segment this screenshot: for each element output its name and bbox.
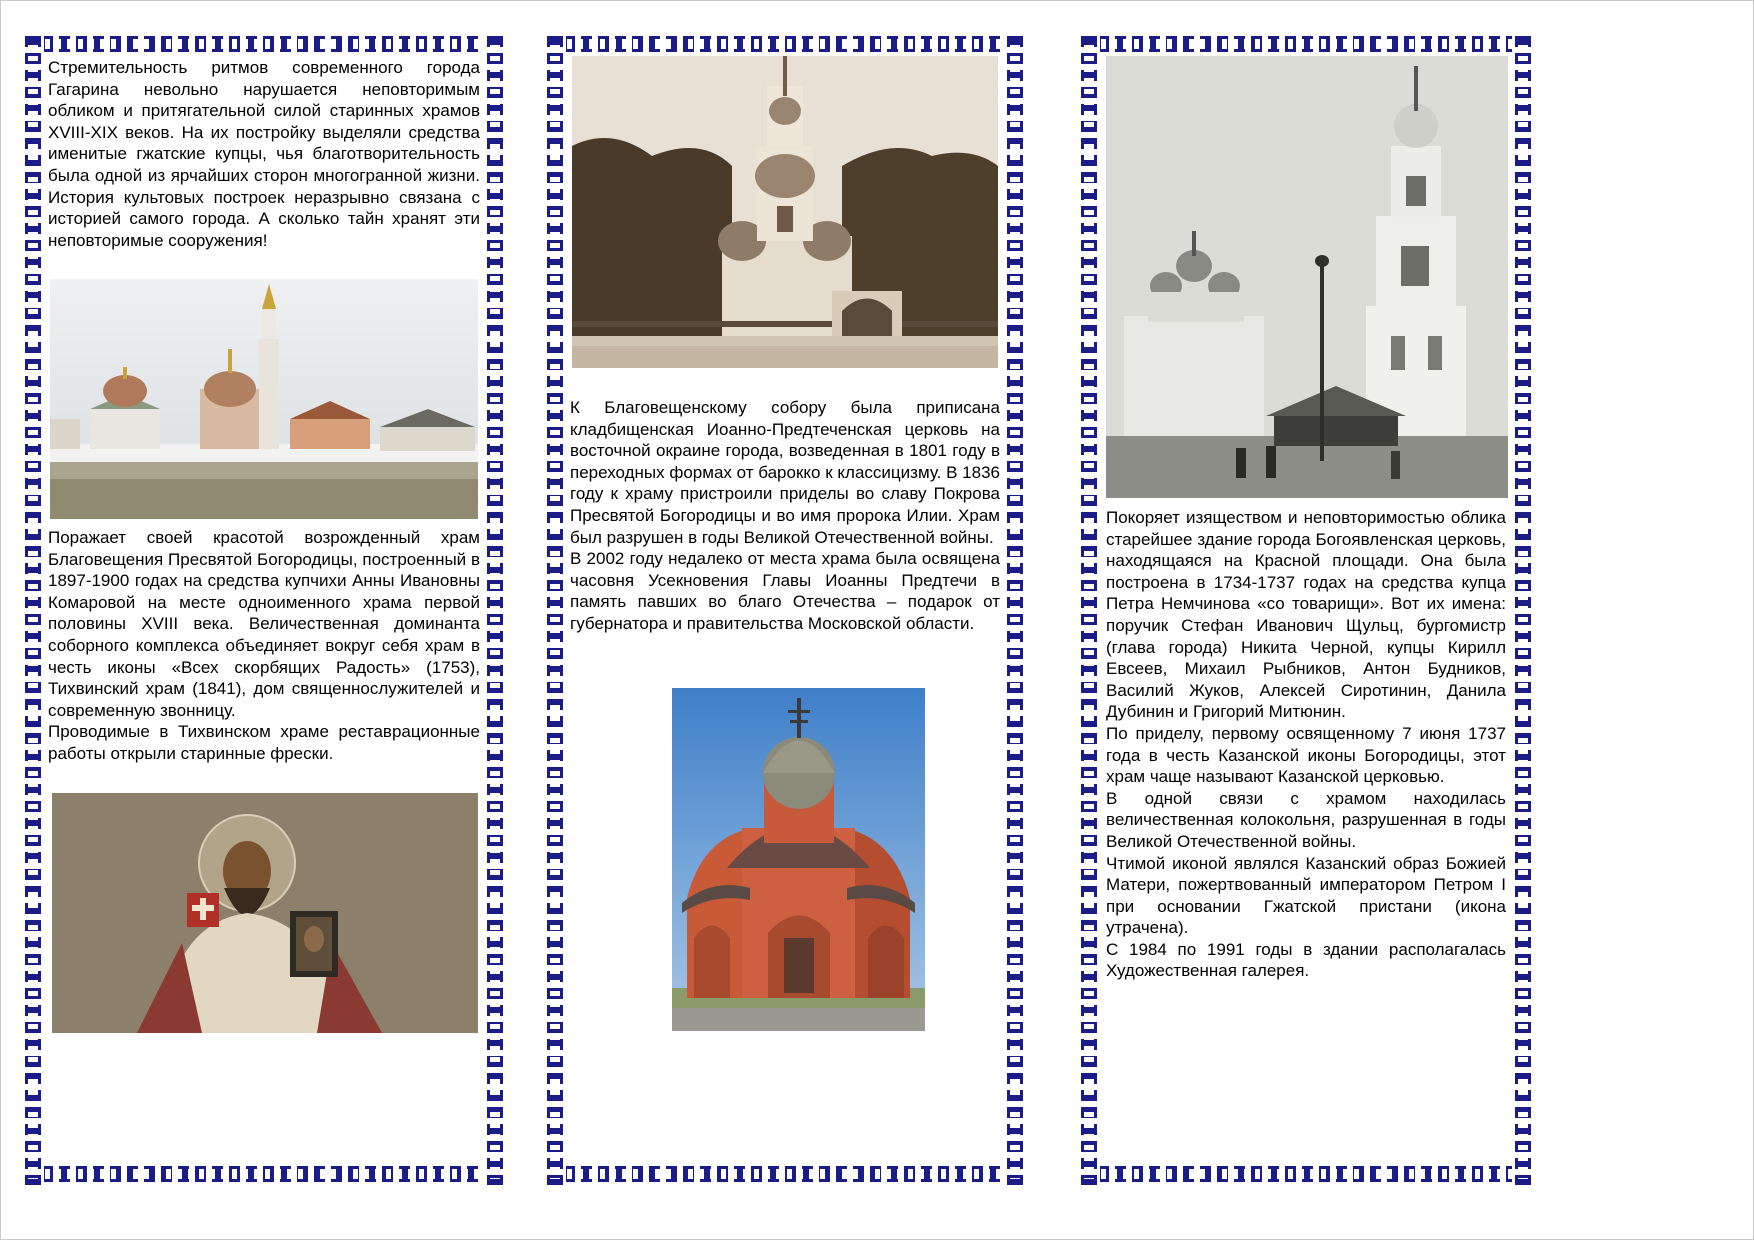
cemetery-church-photo <box>572 56 998 368</box>
checkered-border-left <box>544 33 566 1185</box>
checkered-border-top <box>1078 33 1534 55</box>
epiphany-paragraph <box>1106 507 1506 982</box>
chapel-photo <box>672 688 925 1031</box>
checkered-border-bottom <box>1078 1163 1534 1185</box>
annunciation-paragraph <box>48 527 480 765</box>
fresco-photo <box>52 793 478 1033</box>
checkered-border-left <box>22 33 44 1185</box>
gallery-text: С 1984 по 1991 годы в здании располагалась Художественная галерея. <box>1106 939 1506 981</box>
icon-text: Чтимой иконой являлся Казанский образ Божией Матери, пожертвованный императором Петром I при основании Гжатской пристани (икона утрачена). <box>1106 853 1506 938</box>
intro-paragraph <box>48 57 480 251</box>
panel-left <box>22 33 506 1185</box>
intro-text: Стремительность ритмов современного города Гагарина невольно нарушается неповторимым обликом и притягательной силой старинных храмов XVIII-XIX веков. На их постройку выделяли средства именитые гжатские купцы, чья благотворительность была одной из ярчайших сторон многогранной жизни. История культовых построек неразрывно связана с историей самого города. А сколько тайн хранят эти неповторимые сооружения! <box>48 58 480 250</box>
chapel-text: В 2002 году недалеко от места храма была освящена часовня Усекновения Главы Иоанны Предтечи в память павших во благо Отечества – подарок от губернатора и правительства Московской области. <box>570 549 1000 633</box>
checkered-border-right <box>484 33 506 1185</box>
panel-right <box>1078 33 1534 1185</box>
cemetery-church-text: К Благовещенскому собору была приписана кладбищенская Иоанно-Предтеченская церковь на восточной окраине города, возведенная в 1801 году в переходных формах от барокко к классицизму. В 1836 году к храму пристроили приделы во славу Покрова Пресвятой Богородицы и во имя пророка Илии. Храм был разрушен в годы Великой Отечественной войны. <box>570 398 1000 547</box>
checkered-border-left <box>1078 33 1100 1185</box>
checkered-border-bottom <box>544 1163 1026 1185</box>
annunciation-text: Поражает своей красотой возрожденный храм Благовещения Пресвятой Богородицы, построенный в 1897-1900 годах на средства купчихи Анны Ивановны Комаровой на месте одноименного храма первой половины XVIII века. Величественная доминанта соборного комплекса объединяет вокруг себя храм в честь иконы «Всех скорбящих Радость» (1753), Тихвинский храм (1841), дом священнослужителей и современную звонницу. <box>48 528 480 720</box>
checkered-border-right <box>1512 33 1534 1185</box>
checkered-border-top <box>22 33 506 55</box>
kazan-text: По приделу, первому освященному 7 июня 1737 года в честь Казанской иконы Богородицы, этот храм чаще называют Казанской церковью. <box>1106 723 1506 787</box>
epiphany-text: Покоряет изяществом и неповторимостью облика старейшее здание города Богоявленская церковь, находящаяся на Красной площади. Она была построена в 1734-1737 годах на средства купца Петра Немчинова «со товарищи». Вот их имена: поручик Стефан Иванович Щульц, бургомистр (глава города) Никита Черной, купцы Кирилл Евсеев, Михаил Рыбников, Антон Будников, Василий Жуков, Алексей Сиротинин, Данила Дубинин и Григорий Митюнин. <box>1106 508 1506 722</box>
frescoes-text: Проводимые в Тихвинском храме реставрационные работы открыли старинные фрески. <box>48 722 480 763</box>
checkered-border-bottom <box>22 1163 506 1185</box>
checkered-border-right <box>1004 33 1026 1185</box>
checkered-border-top <box>544 33 1026 55</box>
monastery-photo <box>50 279 478 519</box>
belltower-text: В одной связи с храмом находилась величественная колокольня, разрушенная в годы Великой Отечественной войны. <box>1106 788 1506 851</box>
cemetery-church-paragraph <box>570 397 1000 635</box>
epiphany-church-photo <box>1106 56 1508 498</box>
panel-middle <box>544 33 1026 1185</box>
